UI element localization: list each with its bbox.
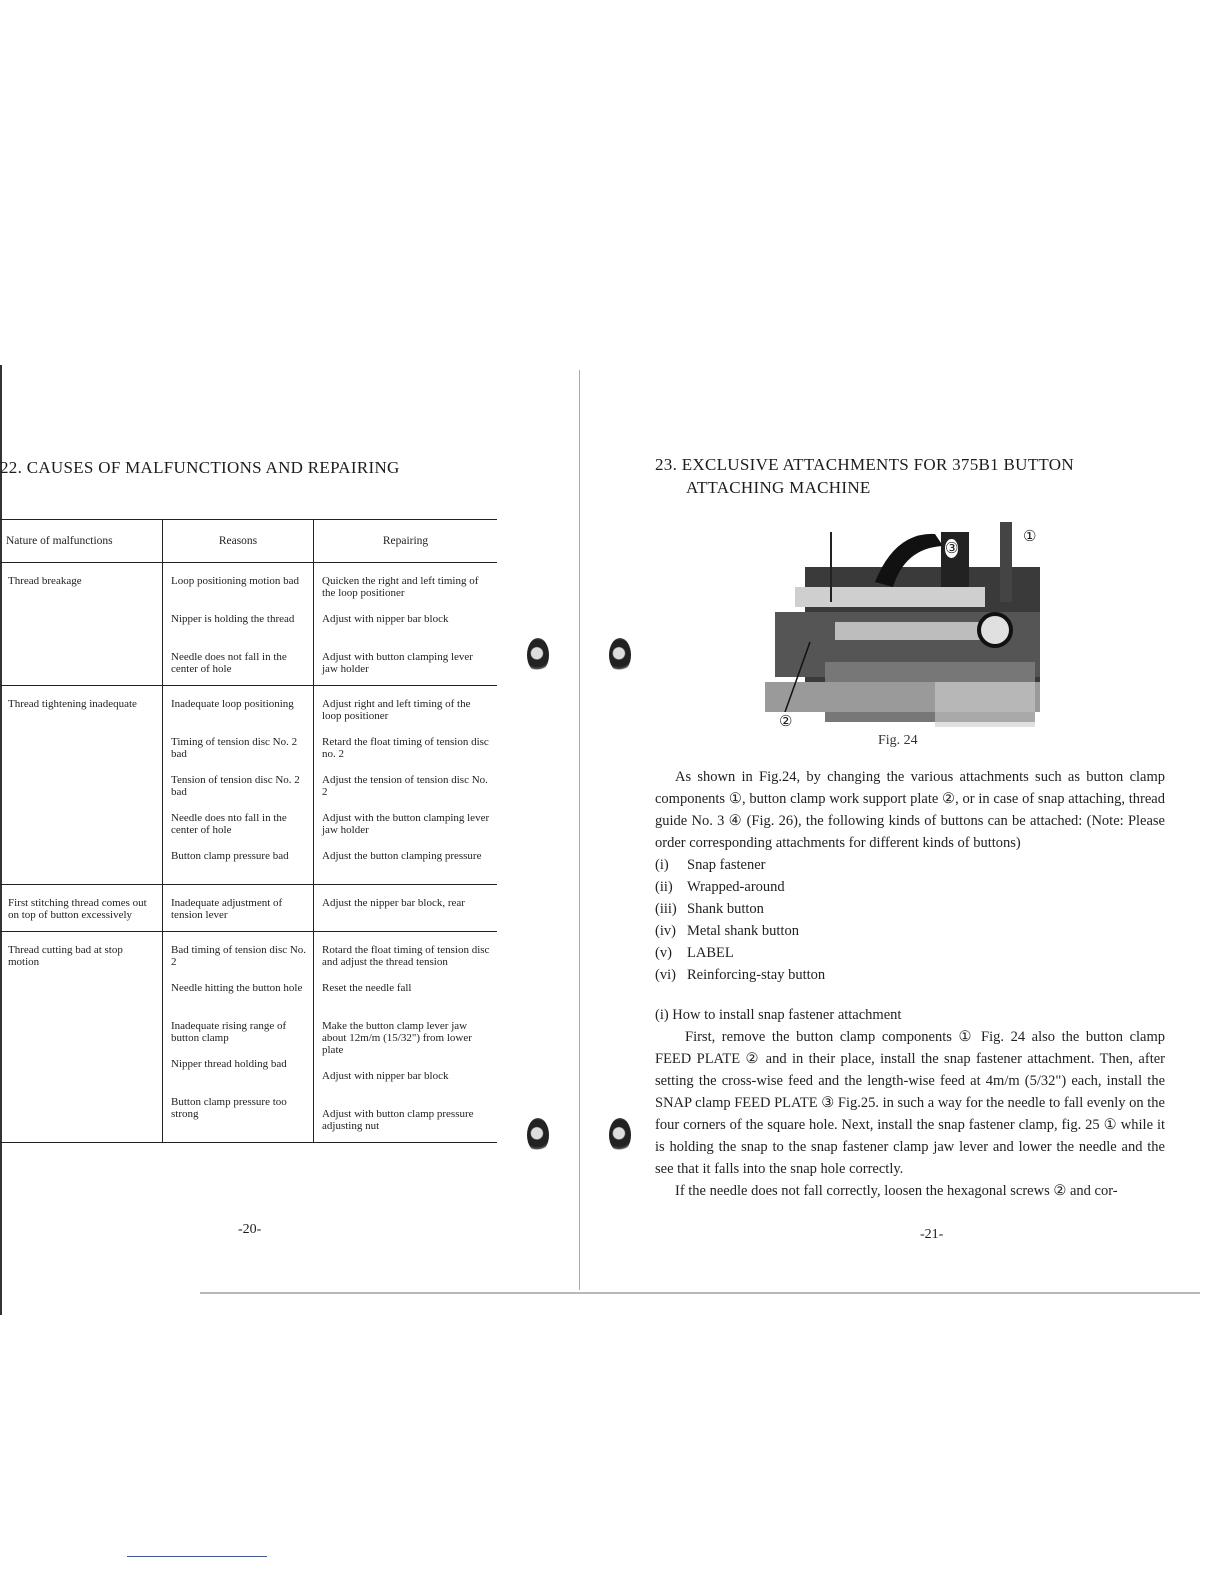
scan-artifact-line — [127, 1556, 267, 1557]
page-number-left: -20- — [238, 1222, 262, 1237]
table-row — [0, 885, 497, 932]
table-row — [0, 932, 497, 1143]
table-row — [0, 686, 497, 885]
malfunction-nature: First stitching thread comes out on top of button excessively — [0, 885, 163, 932]
reason-text: Bad timing of tension disc No. 2 — [171, 944, 307, 968]
repair-text: Retard the float timing of tension disc no. 2 — [322, 736, 489, 760]
reason-text: Inadequate adjustment of tension lever — [171, 897, 283, 921]
repair-text: Rotard the float timing of tension disc and adjust the thread tension — [322, 944, 490, 968]
repair-text: Adjust with nipper bar block — [322, 613, 449, 625]
repair-text: Adjust with the button clamping lever jaw holder — [322, 812, 490, 836]
right-page-body — [655, 766, 1165, 1202]
list-item-text: Wrapped-around — [687, 879, 785, 895]
malfunction-nature: Thread tightening inadequate — [0, 686, 163, 885]
repair-text: Adjust with button clamping lever jaw holder — [322, 651, 473, 675]
repair-text: Adjust the button clamping pressure — [322, 850, 482, 862]
list-item-text: Shank button — [687, 901, 764, 917]
callout-1: ① — [1023, 529, 1037, 545]
reason-text: Nipper is holding the thread — [171, 613, 295, 625]
page-number-right: -21- — [920, 1227, 944, 1242]
reason-text: Button clamp pressure too strong — [171, 1096, 287, 1120]
binding-hole-right-top — [609, 638, 631, 672]
list-item-text: Snap fastener — [687, 857, 766, 873]
reason-text: Timing of tension disc No. 2 bad — [171, 736, 298, 760]
reason-text: Loop positioning motion bad — [171, 575, 300, 587]
repair-text: Adjust with nipper bar block — [322, 1070, 449, 1082]
fig-24-photo — [765, 512, 1045, 737]
scan-edge-line — [200, 1292, 1200, 1294]
reason-text: Inadequate loop positioning — [171, 698, 294, 710]
list-item-number: (iii) — [655, 901, 677, 917]
malfunction-nature: Thread breakage — [0, 563, 163, 686]
section-title-23: 23. EXCLUSIVE ATTACHMENTS FOR 375B1 BUTTON — [655, 455, 1074, 474]
table-row — [0, 563, 497, 686]
list-item-text: Reinforcing-stay button — [687, 967, 826, 983]
binding-hole-left-top — [527, 638, 549, 672]
reasons-cell — [163, 686, 314, 885]
machine-attachment-illustration — [765, 512, 1045, 737]
binding-hole-left-bottom — [527, 1118, 549, 1152]
reasons-cell — [163, 932, 314, 1143]
list-item-number: (i) — [655, 857, 669, 873]
list-item — [655, 898, 1165, 920]
install-paragraph-1: First, remove the button clamp components ① Fig. 24 also the button clamp FEED PLATE ② and in their place, install the snap fastener attachment. Then, after setting the cross-wise feed and the length-wise feed at 4m/m (5/32") each, install the SNAP clamp FEED PLATE ③ Fig.25. in such a way for the needle to fall evenly on the four corners of the square hole. Next, install the snap fastener clamp, fig. 25 ① while it is holding the snap to the snap fastener clamp jaw lever and lower the needle and the see that it falls into the snap hole correctly. — [655, 1029, 1165, 1177]
reason-text: Needle does nto fall in the center of hole — [171, 812, 287, 836]
list-item — [655, 964, 1165, 986]
reason-text: Needle does not fall in the center of hole — [171, 651, 287, 675]
list-item-number: (vi) — [655, 967, 676, 983]
header-repairing: Repairing — [314, 520, 498, 563]
list-item — [655, 876, 1165, 898]
binding-hole-right-bottom — [609, 1118, 631, 1152]
reason-text: Inadequate rising range of button clamp — [171, 1020, 287, 1044]
section-title-23-line2: ATTACHING MACHINE — [686, 478, 871, 497]
fig-24-caption: Fig. 24 — [878, 733, 918, 748]
malfunctions-table — [0, 519, 497, 1143]
list-item — [655, 854, 1165, 876]
button-kinds-list — [655, 854, 1165, 986]
list-item — [655, 942, 1165, 964]
reason-text: Button clamp pressure bad — [171, 850, 289, 862]
list-item-number: (v) — [655, 945, 672, 961]
list-item-text: LABEL — [687, 945, 734, 961]
repair-text: Reset the needle fall — [322, 982, 412, 994]
callout-3: ③ — [945, 541, 959, 557]
repairing-cell — [314, 885, 498, 932]
reasons-cell — [163, 563, 314, 686]
header-nature: Nature of malfunctions — [0, 520, 163, 563]
repair-text: Adjust the nipper bar block, rear — [322, 897, 465, 909]
header-reasons: Reasons — [163, 520, 314, 563]
intro-paragraph: As shown in Fig.24, by changing the various attachments such as button clamp components ①, button clamp work support plate ②, or in case of snap attaching, thread guide No. 3 ④ (Fig. 26), the following kinds of buttons can be attached: (Note: Please order corresponding attachments for different kinds of buttons) — [655, 769, 1165, 851]
repair-text: Adjust the tension of tension disc No. 2 — [322, 774, 488, 798]
repairing-cell — [314, 686, 498, 885]
reason-text: Tension of tension disc No. 2 bad — [171, 774, 300, 798]
reason-text: Nipper thread holding bad — [171, 1058, 287, 1070]
repair-text: Adjust with button clamp pressure adjusting nut — [322, 1108, 474, 1132]
malfunction-nature: Thread cutting bad at stop motion — [0, 932, 163, 1143]
list-item-text: Metal shank button — [687, 923, 799, 939]
list-item-number: (ii) — [655, 879, 673, 895]
repair-text: Adjust right and left timing of the loop positioner — [322, 698, 471, 722]
list-item-number: (iv) — [655, 923, 676, 939]
list-item — [655, 920, 1165, 942]
install-paragraph-2: If the needle does not fall correctly, loosen the hexagonal screws ② and cor- — [675, 1183, 1118, 1199]
install-subheading: (i) How to install snap fastener attachment — [655, 1007, 902, 1023]
repair-text: Quicken the right and left timing of the loop positioner — [322, 575, 479, 599]
page-gutter-line — [579, 370, 580, 1290]
repairing-cell — [314, 563, 498, 686]
reasons-cell — [163, 885, 314, 932]
repairing-cell — [314, 932, 498, 1143]
repair-text: Make the button clamp lever jaw about 12m/m (15/32") from lower plate — [322, 1020, 472, 1056]
table-header-row — [0, 520, 497, 563]
reason-text: Needle hitting the button hole — [171, 982, 303, 994]
section-title-22: 22. CAUSES OF MALFUNCTIONS AND REPAIRING — [0, 458, 400, 477]
callout-2: ② — [779, 714, 793, 730]
